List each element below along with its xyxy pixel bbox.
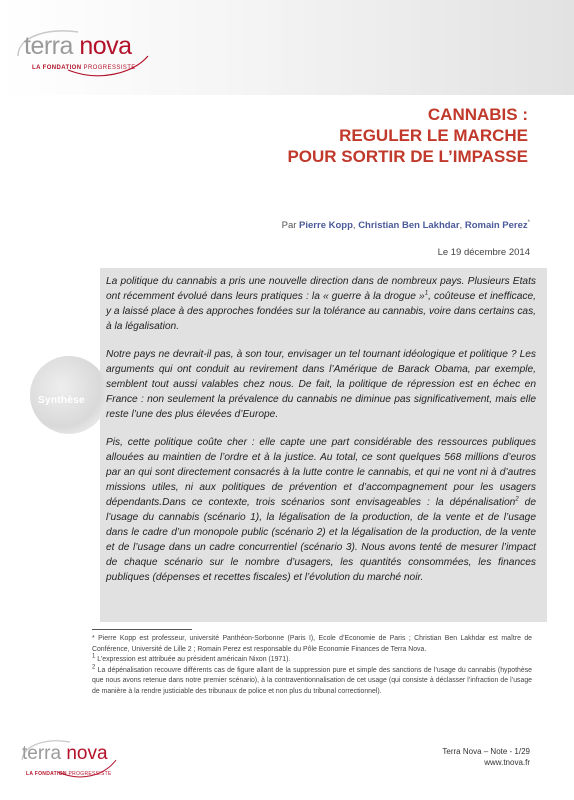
footnote-2-mark: 2: [92, 664, 96, 671]
synthese-paragraph-2: Notre pays ne devrait-il pas, à son tour, envisager un tel tournant idéologique et politique ? Les arguments qui ont conduit au revirement dans l’Amérique de Barack Obama, par exemple, semblent tout aussi valables chez nous. De fait, la politique de répression est en échec en France : non seulement la prévalence du cannabis ne diminue pas significativement, mais elle reste l’une des plus élevées d’Europe.: [106, 349, 536, 420]
author-name: Christian Ben Lakhdar: [358, 220, 460, 231]
footer-logo-tagline-1: LA FONDATION: [26, 771, 67, 777]
title-line-1: CANNABIS :: [427, 105, 528, 124]
author-name: Romain Perez: [464, 220, 528, 231]
terra-nova-logo: [8, 26, 178, 86]
footer-logo-word-terra: terra: [22, 743, 62, 764]
footnote-2: [92, 666, 532, 698]
title-line-2: REGULER LE MARCHE: [339, 126, 528, 145]
footnote-1-text: L’expression est attribuée au président américain Nixon (1971).: [95, 656, 291, 663]
page-info: Terra Nova – Note - 1/29: [442, 747, 530, 756]
footnote-ref-2: 2: [515, 496, 519, 503]
synthese-label: Synthèse: [38, 395, 85, 406]
publication-date: Le 19 décembre 2014: [437, 247, 530, 258]
logo-wordmark: [24, 32, 132, 61]
logo-tagline: [32, 65, 136, 71]
synthese-p3-text-a: Pis, cette politique coûte cher : elle capte une part considérable des ressources publiques allouées au maintien de l’ordre et à la justice. Au total, ce sont quelques 568 millions d’euros par an qui sont directement consacrés à la lutte contre le cannabis, et qui ne vont ni à d’autres missions utiles, ni aux politiques de prévention et d’accompagnement pour les usagers dépendants.Dans ce contexte, trois scénarios sont envisageables : la dépénalisation: [106, 437, 536, 508]
footnote-1: [92, 655, 532, 666]
author-name: Pierre Kopp: [299, 220, 353, 231]
footnotes: [92, 634, 532, 697]
footnote-star: * Pierre Kopp est professeur, université Panthéon-Sorbonne (Paris I), Ecole d’Economie de Paris ; Christian Ben Lakhdar est maître de Conférence, Université de Lille 2 ; Romain Perez est responsable du Pôle Economie Finances de Terra Nova.: [92, 635, 532, 653]
byline-prefix: Par: [281, 220, 300, 231]
logo-tagline-1: LA FONDATION: [32, 65, 82, 71]
footnote-1-mark: 1: [92, 653, 96, 660]
byline-separator: ,: [352, 220, 359, 231]
logo-word-terra: terra: [24, 32, 73, 60]
footer-logo-word-nova: nova: [66, 743, 108, 764]
website-link[interactable]: www.tnova.fr: [484, 758, 530, 767]
footer-logo: [18, 738, 128, 788]
footnote-2-text: La dépénalisation recouvre différents cas de figure allant de la suppression pure et simple des sanctions de l’usage du cannabis (hypothèse que nous avons retenue dans notre premier scénario), à la contraventionnalisation de cet usage (qui consiste à déclasser l’infraction de l’usage de manière à la rendre justiciable des tribunaux de police et non plus du tribunal correctionnel).: [92, 666, 532, 695]
byline: [282, 220, 530, 231]
document-title: [287, 104, 528, 167]
synthese-paragraph-3: [106, 435, 536, 585]
synthese-p3-text-b: de l’usage du cannabis (scénario 1), la légalisation de la production, de la vente et de l’usage dans le cadre d’un monopole public (scénario 2) et la légalisation de la production, de la vente et de l’usage dans un cadre concurrentiel (scénario 3). Nous avons tenté de mesurer l’impact de chaque scénario sur le nombre d’usagers, les quantités consommées, les finances publiques (dépenses et recettes fiscales) et l’évolution du marché noir.: [106, 497, 536, 583]
footer-info: [442, 746, 530, 768]
synthese-paragraph-1: [106, 274, 536, 334]
title-line-3: POUR SORTIR DE L’IMPASSE: [287, 147, 528, 166]
footer-logo-tagline-2: PROGRESSISTE: [66, 771, 112, 777]
synthese-p1-text-a: La politique du cannabis a pris une nouvelle direction dans de nombreux pays. Plusieurs Etats ont récemment évolué dans leurs pratiques : la « guerre à la drogue »: [106, 276, 536, 302]
footer-logo-tagline: [26, 771, 112, 777]
synthese-p1-text-b: , coûteuse et inefficace, y a laissé place à des approches fondées sur la tolérance au cannabis, voire dans certains cas, à la légalisation.: [106, 291, 536, 332]
author-footnote-mark: *: [527, 219, 530, 226]
footnote-divider: [92, 629, 192, 630]
logo-word-nova: nova: [79, 32, 132, 60]
footer-logo-wordmark: [22, 743, 108, 765]
logo-tagline-2: PROGRESSISTE: [81, 65, 136, 71]
footnote-ref-1: 1: [424, 290, 429, 297]
byline-separator: ,: [459, 220, 465, 231]
synthese-text: [106, 274, 536, 598]
